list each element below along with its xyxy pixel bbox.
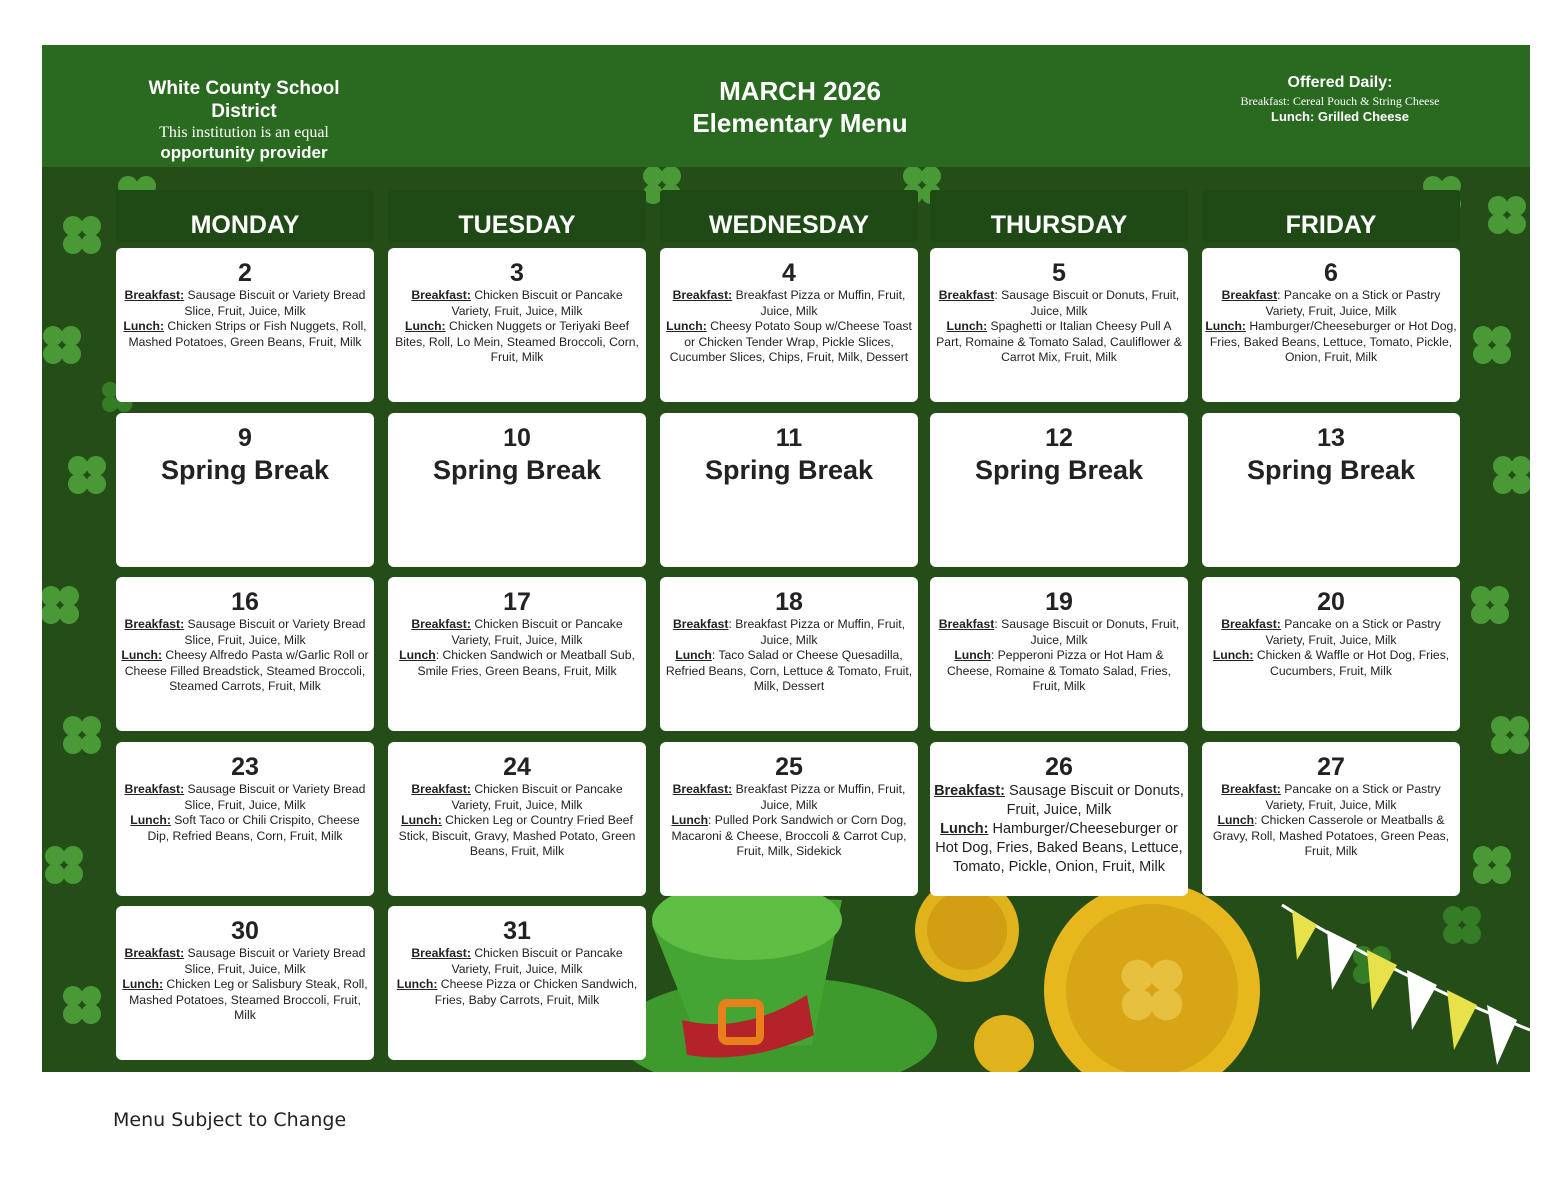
lunch-items: Chicken Leg or Country Fried Beef Stick, Biscuit, Gravy, Mashed Potato, Green Beans, Fruit, Milk <box>398 813 636 859</box>
day-menu <box>933 288 1185 366</box>
day-number: 30 <box>231 917 259 945</box>
breakfast-label: Breakfast: <box>124 782 185 796</box>
day-header-wednesday: WEDNESDAY <box>660 190 918 242</box>
day-cell-31 <box>388 906 646 1060</box>
spring-break-label: Spring Break <box>432 455 602 485</box>
day-cell-5 <box>930 248 1188 402</box>
day-number: 2 <box>238 259 252 287</box>
lunch-items: Cheese Pizza or Chicken Sandwich, Fries, Baby Carrots, Fruit, Milk <box>434 977 638 1007</box>
day-menu <box>1205 617 1457 679</box>
lunch-label: Lunch <box>675 648 712 663</box>
day-menu <box>663 782 915 860</box>
lunch-items: Chicken Strips or Fish Nuggets, Roll, Mashed Potatoes, Green Beans, Fruit, Milk <box>128 319 367 349</box>
day-cell-19 <box>930 577 1188 731</box>
day-cell-2 <box>116 248 374 402</box>
day-cell-30 <box>116 906 374 1060</box>
day-number: 11 <box>775 424 803 452</box>
day-cell-11 <box>660 413 918 567</box>
lunch-label: Lunch: <box>1205 319 1246 334</box>
day-number: 3 <box>510 259 524 287</box>
lunch-items: : Chicken Casserole or Meatballs & Gravy, Roll, Mashed Potatoes, Green Peas, Fruit, Milk <box>1212 813 1450 859</box>
breakfast-items: Pancake on a Stick or Pastry Variety, Fruit, Juice, Milk <box>1265 782 1441 812</box>
day-cell-17 <box>388 577 646 731</box>
breakfast-label: Breakfast: <box>124 617 185 631</box>
lunch-items: Hamburger/Cheeseburger or Hot Dog, Fries, Baked Beans, Lettuce, Tomato, Pickle, Onion, Fruit, Milk <box>935 821 1183 875</box>
lunch-items: Chicken Nuggets or Teriyaki Beef Bites, Roll, Lo Mein, Steamed Broccoli, Corn, Fruit, Milk <box>395 319 639 365</box>
breakfast-label: Breakfast: <box>672 288 733 302</box>
breakfast-label: Breakfast: <box>1221 617 1281 631</box>
day-header-tuesday: TUESDAY <box>388 190 646 242</box>
breakfast-items: Breakfast Pizza or Muffin, Fruit, Juice, Milk <box>732 288 906 318</box>
breakfast-items: : Breakfast Pizza or Muffin, Fruit, Juice, Milk <box>728 617 906 647</box>
breakfast-items: Chicken Biscuit or Pancake Variety, Fruit, Juice, Milk <box>451 946 623 976</box>
day-menu <box>391 288 643 366</box>
day-number: 5 <box>1052 259 1066 287</box>
spring-break-label: Spring Break <box>160 455 330 485</box>
lunch-label: Lunch <box>1217 813 1255 828</box>
day-number: 13 <box>1317 424 1345 452</box>
day-menu <box>119 782 371 844</box>
spring-break-label: Spring Break <box>1246 455 1416 485</box>
lunch-label: Lunch: <box>666 319 707 334</box>
lunch-items: Spaghetti or Italian Cheesy Pull A Part, Romaine & Tomato Salad, Cauliflower & Carrot Mix, Fruit, Milk <box>936 319 1182 365</box>
day-header-friday: FRIDAY <box>1202 190 1460 242</box>
breakfast-items: : Sausage Biscuit or Donuts, Fruit, Juice, Milk <box>994 617 1180 647</box>
district-name-line1: White County School <box>148 78 340 99</box>
day-menu <box>391 782 643 860</box>
breakfast-items: Chicken Biscuit or Pancake Variety, Fruit, Juice, Milk <box>451 617 623 647</box>
day-number: 23 <box>231 753 259 781</box>
breakfast-items: Sausage Biscuit or Variety Bread Slice, Fruit, Juice, Milk <box>184 288 366 318</box>
day-cell-20 <box>1202 577 1460 731</box>
day-cell-9 <box>116 413 374 567</box>
day-number: 17 <box>503 588 531 616</box>
lunch-items: : Pepperoni Pizza or Hot Ham & Cheese, Romaine & Tomato Salad, Fries, Fruit, Milk <box>947 648 1171 694</box>
breakfast-items: Sausage Biscuit or Donuts, Fruit, Juice, Milk <box>1004 783 1184 818</box>
day-number: 4 <box>782 259 796 287</box>
menu-title-block <box>642 75 958 139</box>
breakfast-label: Breakfast: <box>124 946 185 960</box>
day-cell-10 <box>388 413 646 567</box>
day-cell-24 <box>388 742 646 896</box>
lunch-items: Chicken & Waffle or Hot Dog, Fries, Cucumbers, Fruit, Milk <box>1253 648 1450 678</box>
lunch-label: Lunch: <box>122 977 164 992</box>
lunch-label: Lunch: <box>405 319 446 334</box>
menu-poster <box>42 45 1530 1072</box>
breakfast-items: Breakfast Pizza or Muffin, Fruit, Juice, Milk <box>732 782 906 812</box>
day-menu <box>119 617 371 695</box>
day-cell-12 <box>930 413 1188 567</box>
breakfast-label: Breakfast <box>938 288 995 302</box>
day-number: 18 <box>775 588 803 616</box>
month-title: MARCH 2026 <box>719 76 881 106</box>
offered-daily-breakfast: Breakfast: Cereal Pouch & String Cheese <box>1240 94 1440 108</box>
lunch-label: Lunch: <box>396 977 438 992</box>
lunch-items: Cheesy Alfredo Pasta w/Garlic Roll or Cheese Filled Breadstick, Steamed Broccoli, Steamed Carrots, Fruit, Milk <box>124 648 369 694</box>
district-name-line2: District <box>211 101 277 122</box>
day-header-monday: MONDAY <box>116 190 374 242</box>
lunch-label: Lunch: <box>121 648 163 663</box>
day-number: 6 <box>1324 259 1338 287</box>
menu-disclaimer: Menu Subject to Change <box>113 1109 347 1131</box>
lunch-label: Lunch: <box>940 821 989 837</box>
day-cell-16 <box>116 577 374 731</box>
lunch-items: : Pulled Pork Sandwich or Corn Dog, Macaroni & Cheese, Broccoli & Carrot Cup, Fruit, Milk, Sidekick <box>671 813 907 859</box>
breakfast-label: Breakfast: <box>672 782 733 796</box>
day-number: 26 <box>1045 753 1073 781</box>
breakfast-label: Breakfast <box>1221 288 1278 302</box>
day-cell-13 <box>1202 413 1460 567</box>
day-cell-26 <box>930 742 1188 896</box>
day-cell-18 <box>660 577 918 731</box>
breakfast-label: Breakfast: <box>411 782 471 796</box>
lunch-items: : Chicken Sandwich or Meatball Sub, Smile Fries, Green Beans, Fruit, Milk <box>417 648 635 678</box>
lunch-label: Lunch: <box>130 813 171 828</box>
lunch-items: : Taco Salad or Cheese Quesadilla, Refried Beans, Corn, Lettuce & Tomato, Fruit, Milk, Dessert <box>665 648 913 694</box>
day-number: 16 <box>231 588 259 616</box>
lunch-label: Lunch <box>671 813 709 828</box>
offered-daily-block <box>1202 73 1478 125</box>
breakfast-items: Pancake on a Stick or Pastry Variety, Fruit, Juice, Milk <box>1265 617 1441 647</box>
offered-daily-title: Offered Daily: <box>1287 74 1393 91</box>
day-cell-23 <box>116 742 374 896</box>
breakfast-label: Breakfast: <box>934 783 1005 799</box>
lunch-label: Lunch: <box>401 813 442 828</box>
day-header-thursday: THURSDAY <box>930 190 1188 242</box>
lunch-label: Lunch <box>954 648 991 663</box>
district-block <box>124 77 364 163</box>
day-number: 25 <box>775 753 803 781</box>
menu-title: Elementary Menu <box>692 108 908 138</box>
day-number: 10 <box>503 424 531 452</box>
breakfast-items: Sausage Biscuit or Variety Bread Slice, Fruit, Juice, Milk <box>184 946 366 976</box>
breakfast-label: Breakfast: <box>411 946 471 960</box>
breakfast-items: Chicken Biscuit or Pancake Variety, Fruit, Juice, Milk <box>451 782 623 812</box>
day-menu <box>391 946 643 1008</box>
lunch-label: Lunch: <box>123 319 165 334</box>
breakfast-items: : Pancake on a Stick or Pastry Variety, Fruit, Juice, Milk <box>1265 288 1441 318</box>
day-menu <box>391 617 643 679</box>
breakfast-label: Breakfast: <box>411 617 471 631</box>
spring-break-label: Spring Break <box>704 455 874 485</box>
breakfast-label: Breakfast: <box>1221 782 1281 796</box>
day-number: 19 <box>1045 588 1073 616</box>
day-number: 12 <box>1045 424 1073 452</box>
lunch-items: Hamburger/Cheeseburger or Hot Dog, Fries, Baked Beans, Lettuce, Tomato, Pickle, Onion, Fruit, Milk <box>1209 319 1457 365</box>
day-cell-25 <box>660 742 918 896</box>
day-cell-3 <box>388 248 646 402</box>
day-menu <box>933 617 1185 695</box>
breakfast-label: Breakfast <box>672 617 729 631</box>
day-menu <box>119 946 371 1024</box>
breakfast-label: Breakfast: <box>124 288 185 302</box>
lunch-label: Lunch <box>399 648 436 663</box>
lunch-label: Lunch: <box>946 319 988 334</box>
breakfast-items: : Sausage Biscuit or Donuts, Fruit, Juice, Milk <box>994 288 1180 318</box>
lunch-items: Soft Taco or Chili Crispito, Cheese Dip, Refried Beans, Corn, Fruit, Milk <box>147 813 360 843</box>
day-number: 31 <box>503 917 531 945</box>
lunch-items: Cheesy Potato Soup w/Cheese Toast or Chicken Tender Wrap, Pickle Slices, Cucumber Slices, Chips, Fruit, Milk, Dessert <box>669 319 912 365</box>
day-number: 9 <box>238 424 252 452</box>
breakfast-label: Breakfast <box>938 617 995 631</box>
breakfast-items: Chicken Biscuit or Pancake Variety, Fruit, Juice, Milk <box>451 288 623 318</box>
day-menu <box>663 617 915 695</box>
day-menu <box>1205 782 1457 860</box>
day-menu <box>663 288 915 366</box>
day-menu <box>119 288 371 350</box>
lunch-items: Chicken Leg or Salisbury Steak, Roll, Mashed Potatoes, Steamed Broccoli, Fruit, Milk <box>129 977 368 1023</box>
day-number: 24 <box>503 753 531 781</box>
spring-break-label: Spring Break <box>974 455 1144 485</box>
day-number: 27 <box>1317 753 1345 781</box>
lunch-label: Lunch: <box>1212 648 1254 663</box>
breakfast-label: Breakfast: <box>411 288 471 302</box>
day-number: 20 <box>1317 588 1345 616</box>
day-cell-27 <box>1202 742 1460 896</box>
day-cell-4 <box>660 248 918 402</box>
equal-opportunity-line2: opportunity provider <box>160 143 328 162</box>
breakfast-items: Sausage Biscuit or Variety Bread Slice, Fruit, Juice, Milk <box>184 617 366 647</box>
equal-opportunity-line1: This institution is an equal <box>159 124 329 141</box>
day-cell-6 <box>1202 248 1460 402</box>
day-menu <box>933 782 1185 877</box>
day-menu <box>1205 288 1457 366</box>
offered-daily-lunch: Lunch: Grilled Cheese <box>1271 109 1409 124</box>
breakfast-items: Sausage Biscuit or Variety Bread Slice, Fruit, Juice, Milk <box>184 782 366 812</box>
